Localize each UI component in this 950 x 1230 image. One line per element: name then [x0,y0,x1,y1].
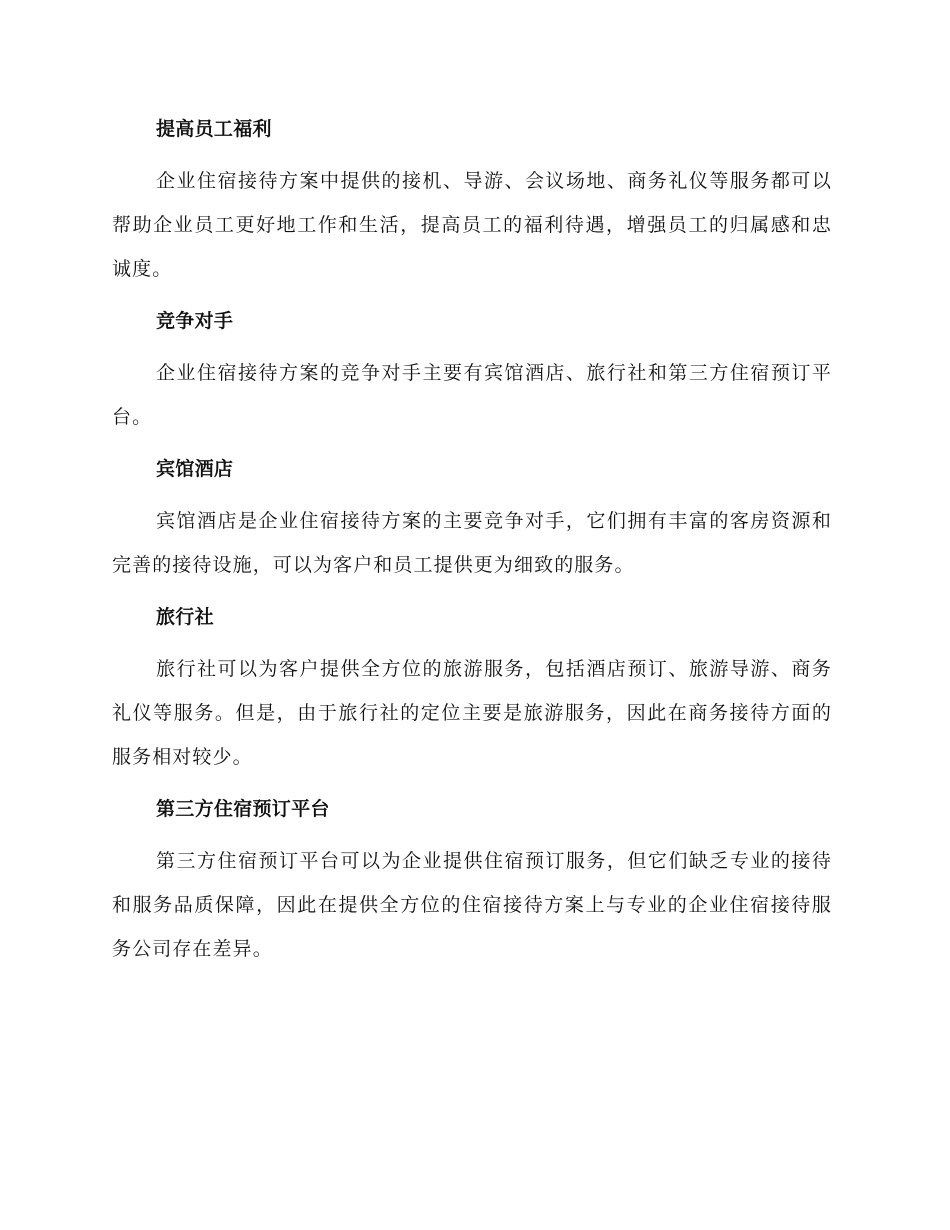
section-heading-travel-agencies: 旅行社 [156,606,214,628]
section-heading-hotels: 宾馆酒店 [156,458,234,480]
section-paragraph-hotels: 宾馆酒店是企业住宿接待方案的主要竞争对手，它们拥有丰富的客房资源和完善的接待设施，可以为客户和员工提供更为细致的服务。 [112,510,832,576]
section-heading-competitors: 竞争对手 [156,310,234,332]
section-paragraph-travel-agencies: 旅行社可以为客户提供全方位的旅游服务，包括酒店预订、旅游导游、商务礼仪等服务。但是，由于旅行社的定位主要是旅游服务，因此在商务接待方面的服务相对较少。 [112,658,832,768]
section-heading-employee-welfare: 提高员工福利 [156,118,272,140]
section-paragraph-competitors: 企业住宿接待方案的竞争对手主要有宾馆酒店、旅行社和第三方住宿预订平台。 [112,362,832,428]
section-heading-booking-platforms: 第三方住宿预订平台 [156,798,330,820]
section-paragraph-employee-welfare: 企业住宿接待方案中提供的接机、导游、会议场地、商务礼仪等服务都可以帮助企业员工更好地工作和生活，提高员工的福利待遇，增强员工的归属感和忠诚度。 [112,170,832,280]
document-body [112,113,832,985]
section-paragraph-booking-platforms: 第三方住宿预订平台可以为企业提供住宿预订服务，但它们缺乏专业的接待和服务品质保障，因此在提供全方位的住宿接待方案上与专业的企业住宿接待服务公司存在差异。 [112,850,832,960]
